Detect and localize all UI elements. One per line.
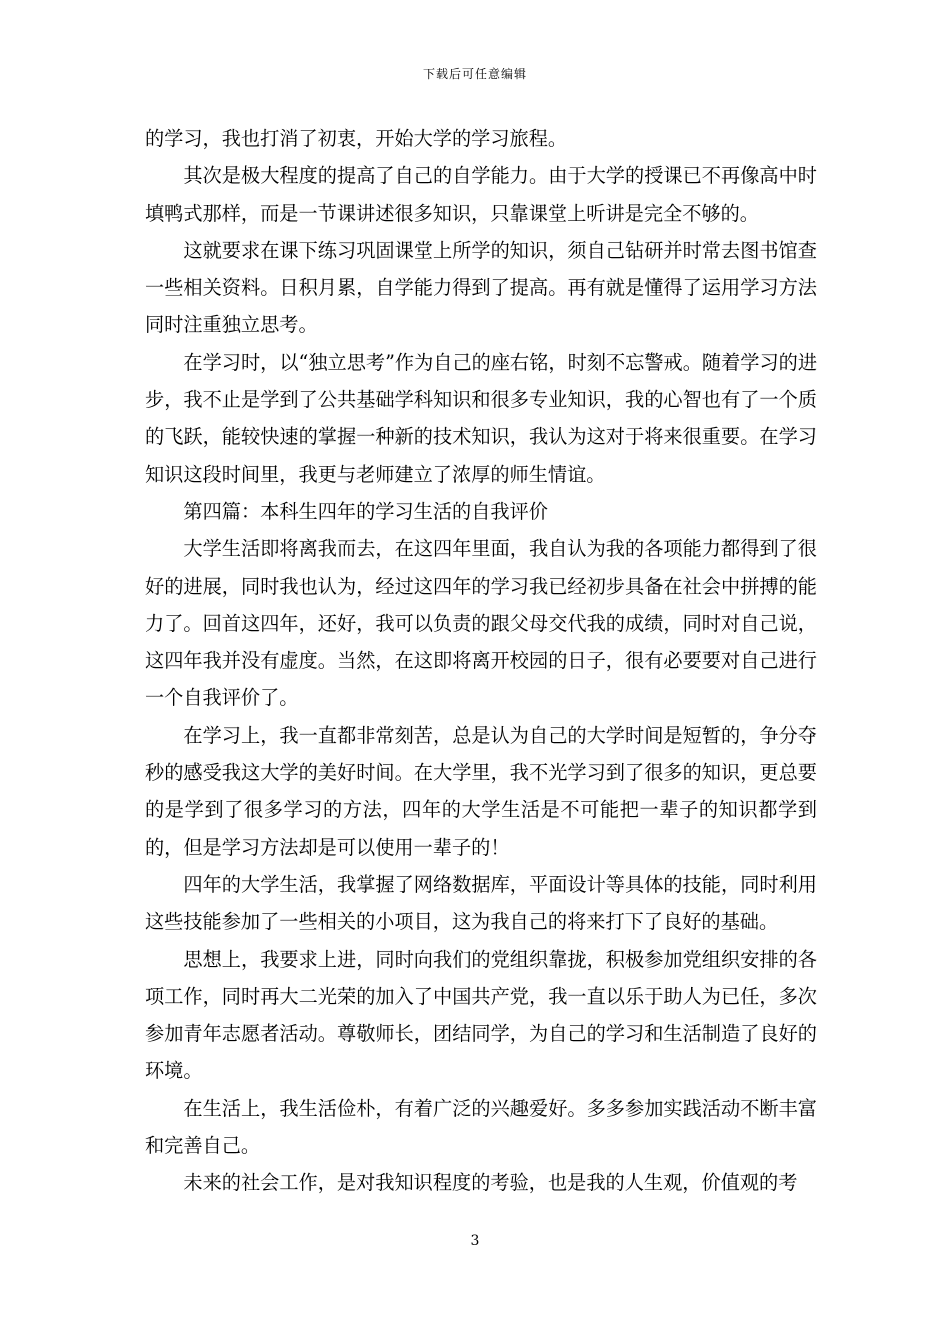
paragraph: 这就要求在课下练习巩固课堂上所学的知识，须自己钻研并时常去图书馆查一些相关资料。日积月累，自学能力得到了提高。再有就是懂得了运用学习方法同时注重独立思考。 — [145, 238, 817, 337]
section-heading: 第四篇：本科生四年的学习生活的自我评价 — [183, 499, 548, 523]
paragraph: 四年的大学生活，我掌握了网络数据库，平面设计等具体的技能，同时利用这些技能参加了一些相关的小项目，这为我自己的将来打下了良好的基础。 — [145, 872, 817, 934]
paragraph: 其次是极大程度的提高了自己的自学能力。由于大学的授课已不再像高中时填鸭式那样，而是一节课讲述很多知识，只靠课堂上听讲是完全不够的。 — [145, 164, 817, 225]
page-number: 3 — [470, 1233, 480, 1249]
paragraph: 未来的社会工作，是对我知识程度的考验，也是我的人生观，价值观的考 — [183, 1171, 798, 1195]
paragraph: 在生活上，我生活俭朴，有着广泛的兴趣爱好。多多参加实践活动不断丰富和完善自己。 — [145, 1096, 817, 1158]
document-body — [145, 120, 817, 1202]
paragraph: 思想上，我要求上进，同时向我们的党组织靠拢，积极参加党组织安排的各项工作，同时再大二光荣的加入了中国共产党，我一直以乐于助人为已任，多次参加青年志愿者活动。尊敬师长，团结同学，为自己的学习和生活制造了良好的环境。 — [145, 947, 817, 1083]
paragraph: 在学习上，我一直都非常刻苦，总是认为自己的大学时间是短暂的，争分夺秒的感受我这大学的美好时间。在大学里，我不光学习到了很多的知识，更总要的是学到了很多学习的方法，四年的大学生活是不可能把一辈子的知识都学到的，但是学习方法却是可以使用一辈子的！ — [145, 723, 817, 859]
page-header: 下载后可任意编辑 — [422, 67, 527, 81]
paragraph: 在学习时，以“独立思考”作为自己的座右铭，时刻不忘警戒。随着学习的进步，我不止是学到了公共基础学科知识和很多专业知识，我的心智也有了一个质的飞跃，能较快速的掌握一种新的技术知识，我认为这对于将来很重要。在学习知识这段时间里，我更与老师建立了浓厚的师生情谊。 — [145, 350, 818, 486]
paragraph-continuation: 的学习，我也打消了初衷，开始大学的学习旅程。 — [145, 127, 568, 150]
paragraph: 大学生活即将离我而去，在这四年里面，我自认为我的各项能力都得到了很好的进展，同时我也认为，经过这四年的学习我已经初步具备在社会中拼搏的能力了。回首这四年，还好，我可以负责的跟父母交代我的成绩，同时对自己说，这四年我并没有虚度。当然，在这即将离开校园的日子，很有必要要对自己进行一个自我评价了。 — [145, 537, 817, 710]
